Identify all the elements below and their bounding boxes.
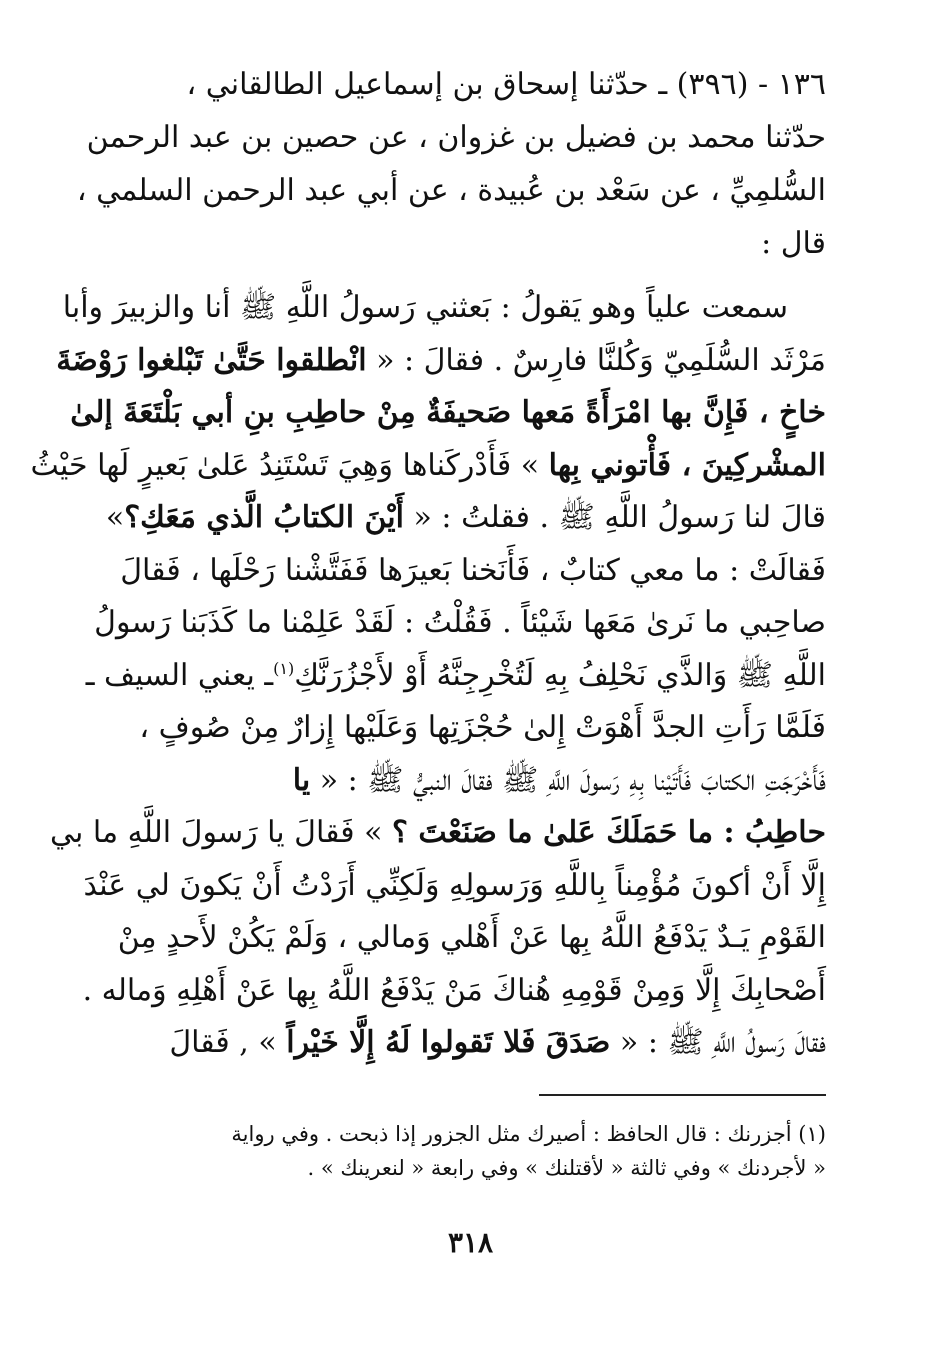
isnad-line: السُّلمِيِّ ، عن سَعْد بن عُبيدة ، عن أبي عبد الرحمن السلمي ، (76, 173, 826, 208)
isnad-line: ١٣٦ - (٣٩٦) ـ حدّثنا إسحاق بن إسماعيل الطالقاني ، (186, 67, 826, 102)
matn-line (112, 702, 826, 755)
narration-text: فَأَخْرَجَتِ الكتابَ فَأَتَيْنا بِهِ رَسولَ اللَّهِ ﷺ فقالَ النبيُّ ﷺ : « (310, 762, 826, 798)
narration-text: » فَأَدْركَناها وَهِيَ تَسْتَنِدُ عَلىٰ بَعيرٍ لَها حَيْثُ (30, 447, 549, 483)
matn-line (82, 965, 826, 1018)
hadith-isnad (76, 58, 826, 270)
narration-text: » , فَقالَ (169, 1025, 287, 1060)
matn-line (70, 387, 826, 440)
matn-line (112, 1017, 826, 1070)
footnote-marker: (١) (273, 658, 295, 678)
narration-text: أَصْحابِكَ إِلَّا وَمِنْ قَوْمِهِ هُناكَ مَنْ يَدْفَعُ اللَّهُ بِها عَنْ أَهْلِهِ وَماله . (82, 972, 826, 1008)
narration-text: اللَّهِ ﷺ وَالذَّي نَحْلِفُ بِهِ لَتُخْرِجِنَّهُ أَوْ لأَجْزُرَنَّكِ (294, 657, 826, 693)
page-number: ٣١٨ (447, 1226, 494, 1259)
prophetic-speech: انْطلقوا حَتَّىٰ تَبْلغوا رَوْضَةَ (56, 342, 367, 378)
matn-line (112, 545, 826, 598)
prophetic-speech: المشْركِينَ ، فَأْتوني بِها (548, 447, 826, 483)
prophetic-speech: خاخٍ ، فَإِنَّ بها امْرَأَةً مَعها صَحيفَةٌ مِنْ حاطِبِ بنِ أبي بَلْتَعَةَ إلىٰ (70, 395, 826, 430)
matn-line (105, 492, 826, 545)
matn-line (112, 755, 826, 808)
narration-text: » (105, 500, 125, 535)
footnote-line: « لأجردنك » وفي ثالثة « لأقتلنك » وفي رابعة « لنعرينك » . (307, 1156, 826, 1180)
narration-text: صاحِبي ما نَرىٰ مَعَها شَيْئاً . فَقُلْتُ : لَقَدْ عَلِمْنا ما كَذَبَنا رَسولُ (94, 605, 826, 640)
narration-text: قالَ لنا رَسولُ اللَّهِ ﷺ . فقلتُ : « (404, 500, 826, 535)
narration-text: ـ يعني السيف ـ (85, 657, 274, 693)
matn-line (50, 807, 826, 860)
prophetic-speech: حاطِبُ : ما حَمَلَكَ عَلىٰ ما صَنَعْتَ ؟ (392, 815, 826, 850)
footnotes (112, 1117, 826, 1185)
hadith-matn (30, 282, 826, 1070)
isnad-line: قال : (761, 226, 826, 261)
footnote-line: (١) أجزرنك : قال الحافظ : أصيرك مثل الجزور إذا ذبحت . وفي رواية (231, 1122, 826, 1146)
isnad-line: حدّثنا محمد بن فضيل بن غزوان ، عن حصين بن عبد الرحمن (86, 120, 826, 155)
matn-line (62, 282, 826, 335)
matn-line (94, 597, 826, 650)
narration-text: سمعت علياً وهو يَقولُ : بَعثني رَسولُ اللَّهِ ﷺ أنا والزبيرَ وأبا (62, 290, 788, 325)
narration-text: فقالَ رَسولُ اللَّهِ ﷺ : « (610, 1025, 826, 1060)
footnote-separator (539, 1094, 826, 1096)
narration-text: إِلَّا أَنْ أكونَ مُؤْمِناً بِاللَّهِ وَرَسولِهِ وَلَكِنِّي أَرَدْتُ أَنْ يَكونَ لي عَنْدَ (83, 867, 826, 903)
narration-text: » فَقالَ يا رَسولَ اللَّهِ ما بي (50, 815, 393, 850)
prophetic-speech: يا (292, 762, 311, 798)
matn-line (112, 912, 826, 965)
narration-text: فَقالَتْ : ما معي كتابٌ ، فَأَنَخنا بَعيرَها فَفَتَّشْنا رَحْلَها ، فَقالَ (120, 552, 826, 588)
narration-text: القَوْمِ يَـدٌ يَدْفَعُ اللَّهُ بِها عَنْ أَهْلي وَمالي ، وَلَمْ يَكُنْ لأَحدٍ مِنْ (117, 920, 826, 955)
matn-line (30, 440, 826, 493)
matn-line (56, 335, 826, 388)
prophetic-speech: صَدَقَ فَلا تَقولوا لَهُ إِلَّا خَيْراً (286, 1025, 611, 1060)
prophetic-speech: أَيْنَ الكتابُ الَّذي مَعَكِ؟ (124, 500, 404, 535)
matn-line (85, 650, 826, 703)
narration-text: فَلَمَّا رَأَتِ الجدَّ أَهْوَتْ إِلىٰ حُجْزَتِها وَعَلَيْها إِزارٌ مِنْ صُوفٍ ، (139, 710, 826, 745)
matn-line (83, 860, 826, 913)
narration-text: مَرْثَد السُّلَمِيّ وَكُلنَّا فارِسٌ . فقالَ : « (366, 342, 826, 378)
